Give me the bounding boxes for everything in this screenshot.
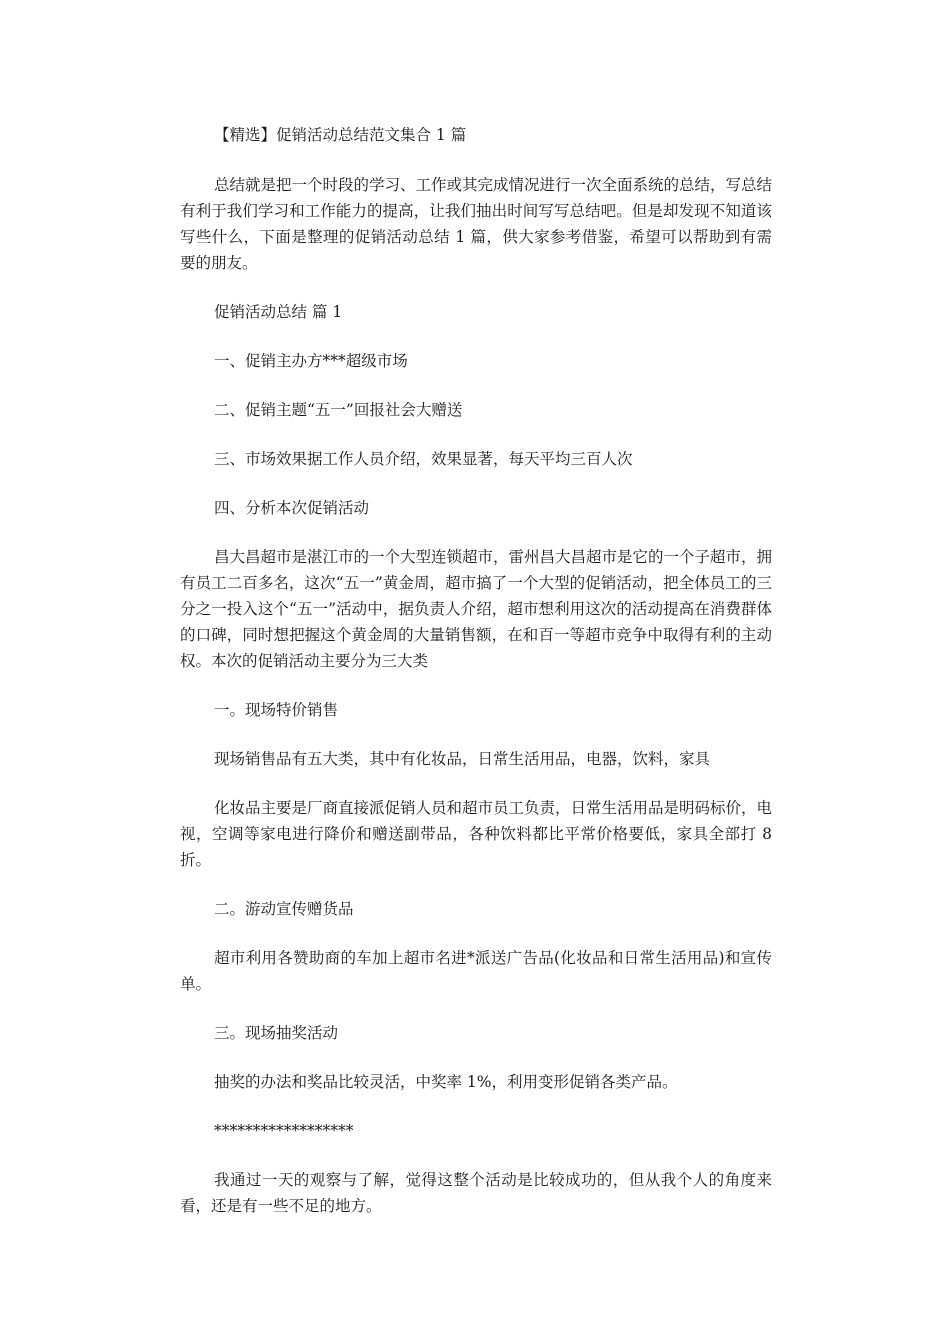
onsite-sale-paragraph: 现场销售品有五大类，其中有化妆品，日常生活用品，电器，饮料，家具 bbox=[214, 750, 711, 768]
subheading-lottery: 三。现场抽奖活动 bbox=[214, 1024, 339, 1042]
cosmetics-paragraph: 化妆品主要是厂商直接派促销人员和超市员工负责，日常生活用品是明码标价，电视，空调等家电进行降价和赠送副带品，各种饮料都比平常价格要低，家具全部打 8 折。 bbox=[180, 799, 773, 869]
list-item-effect: 三、市场效果据工作人员介绍，效果显著，每天平均三百人次 bbox=[214, 450, 633, 468]
separator-asterisks: ****************** bbox=[214, 1122, 354, 1140]
subheading-mobile-promo: 二。游动宣传赠货品 bbox=[214, 900, 354, 918]
lottery-paragraph: 抽奖的办法和奖品比较灵活，中奖率 1%，利用变形促销各类产品。 bbox=[214, 1073, 678, 1091]
list-item-analysis: 四、分析本次促销活动 bbox=[214, 499, 370, 517]
intro-paragraph: 总结就是把一个时段的学习、工作或其完成情况进行一次全面系统的总结，写总结有利于我们学习和工作能力的提高，让我们抽出时间写写总结吧。但是却发现不知道该写些什么，下面是整理的促销活动总结 1 篇，供大家参考借鉴，希望可以帮助到有需要的朋友。 bbox=[180, 176, 773, 272]
list-item-organizer: 一、促销主办方***超级市场 bbox=[214, 352, 408, 370]
section-heading: 促销活动总结 篇 1 bbox=[214, 303, 343, 321]
list-item-theme: 二、促销主题“五一”回报社会大赠送 bbox=[214, 401, 463, 419]
conclusion-paragraph: 我通过一天的观察与了解，觉得这整个活动是比较成功的，但从我个人的角度来看，还是有一些不足的地方。 bbox=[180, 1171, 772, 1215]
analysis-paragraph: 昌大昌超市是湛江市的一个大型连锁超市，雷州昌大昌超市是它的一个子超市，拥有员工二百多名，这次“五一”黄金周，超市搞了一个大型的促销活动，把全体员工的三分之一投入这个“五一”活动中，据负责人介绍，超市想利用这次的活动提高在消费群体的口碑，同时想把握这个黄金周的大量销售额，在和百一等超市竞争中取得有利的主动权。本次的促销活动主要分为三大类 bbox=[180, 548, 773, 670]
subheading-onsite-sale: 一。现场特价销售 bbox=[214, 701, 339, 719]
mobile-promo-paragraph: 超市利用各赞助商的车加上超市名进*派送广告品(化妆品和日常生活用品)和宣传单。 bbox=[180, 949, 772, 993]
document-page bbox=[180, 122, 772, 1242]
document-title: 【精选】促销活动总结范文集合 1 篇 bbox=[214, 126, 467, 144]
